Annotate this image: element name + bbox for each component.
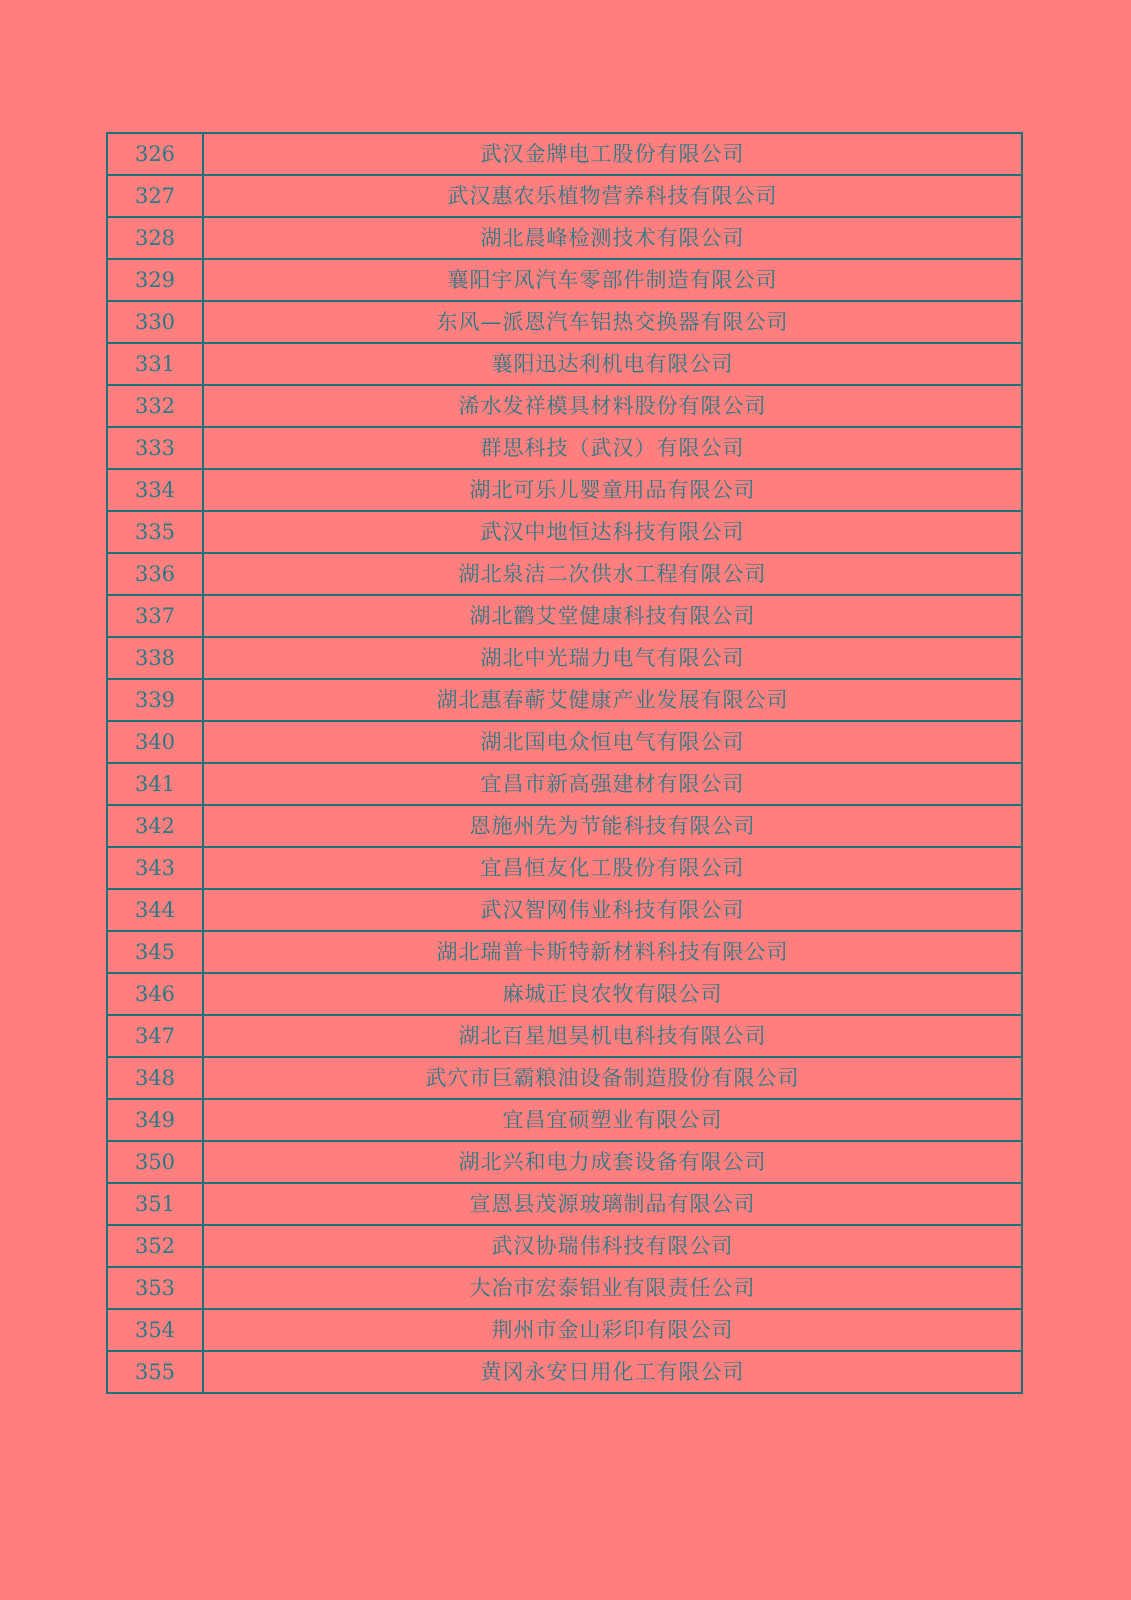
company-name-cell: 宜昌恒友化工股份有限公司 [203, 847, 1022, 889]
table-row [107, 931, 1022, 973]
company-name-cell: 东风—派恩汽车铝热交换器有限公司 [203, 301, 1022, 343]
table-row [107, 889, 1022, 931]
company-name-cell: 浠水发祥模具材料股份有限公司 [203, 385, 1022, 427]
company-name-cell: 麻城正良农牧有限公司 [203, 973, 1022, 1015]
table-row [107, 1141, 1022, 1183]
table-row [107, 343, 1022, 385]
company-name-cell: 武汉协瑞伟科技有限公司 [203, 1225, 1022, 1267]
company-name-cell: 武汉惠农乐植物营养科技有限公司 [203, 175, 1022, 217]
company-name-cell: 宜昌宜硕塑业有限公司 [203, 1099, 1022, 1141]
table-row [107, 301, 1022, 343]
row-number-cell: 354 [107, 1309, 203, 1351]
company-name-cell: 湖北泉洁二次供水工程有限公司 [203, 553, 1022, 595]
row-number-cell: 338 [107, 637, 203, 679]
row-number-cell: 342 [107, 805, 203, 847]
row-number-cell: 351 [107, 1183, 203, 1225]
row-number-cell: 343 [107, 847, 203, 889]
company-name-cell: 荆州市金山彩印有限公司 [203, 1309, 1022, 1351]
row-number-cell: 347 [107, 1015, 203, 1057]
company-name-cell: 黄冈永安日用化工有限公司 [203, 1351, 1022, 1393]
company-name-cell: 宣恩县茂源玻璃制品有限公司 [203, 1183, 1022, 1225]
row-number-cell: 340 [107, 721, 203, 763]
row-number-cell: 327 [107, 175, 203, 217]
table-row [107, 763, 1022, 805]
table-row [107, 175, 1022, 217]
company-name-cell: 湖北瑞普卡斯特新材料科技有限公司 [203, 931, 1022, 973]
table-row [107, 1099, 1022, 1141]
row-number-cell: 348 [107, 1057, 203, 1099]
company-name-cell: 群思科技（武汉）有限公司 [203, 427, 1022, 469]
row-number-cell: 326 [107, 133, 203, 175]
table-row [107, 595, 1022, 637]
company-name-cell: 湖北兴和电力成套设备有限公司 [203, 1141, 1022, 1183]
table-row [107, 427, 1022, 469]
table-row [107, 1309, 1022, 1351]
company-name-cell: 大冶市宏泰铝业有限责任公司 [203, 1267, 1022, 1309]
table-row [107, 385, 1022, 427]
row-number-cell: 344 [107, 889, 203, 931]
table-row [107, 133, 1022, 175]
company-name-cell: 湖北鹳艾堂健康科技有限公司 [203, 595, 1022, 637]
company-name-cell: 湖北中光瑞力电气有限公司 [203, 637, 1022, 679]
table-row [107, 553, 1022, 595]
table-row [107, 1351, 1022, 1393]
table-row [107, 973, 1022, 1015]
company-name-cell: 宜昌市新高强建材有限公司 [203, 763, 1022, 805]
row-number-cell: 336 [107, 553, 203, 595]
row-number-cell: 345 [107, 931, 203, 973]
company-name-cell: 湖北惠春蕲艾健康产业发展有限公司 [203, 679, 1022, 721]
row-number-cell: 332 [107, 385, 203, 427]
table-row [107, 637, 1022, 679]
table-row [107, 1057, 1022, 1099]
company-name-cell: 武汉中地恒达科技有限公司 [203, 511, 1022, 553]
table-row [107, 847, 1022, 889]
table-row [107, 217, 1022, 259]
row-number-cell: 349 [107, 1099, 203, 1141]
table-row [107, 259, 1022, 301]
row-number-cell: 334 [107, 469, 203, 511]
table-body [107, 133, 1022, 1393]
table-row [107, 469, 1022, 511]
company-name-cell: 湖北可乐儿婴童用品有限公司 [203, 469, 1022, 511]
company-name-cell: 武汉金牌电工股份有限公司 [203, 133, 1022, 175]
table-row [107, 1183, 1022, 1225]
row-number-cell: 328 [107, 217, 203, 259]
row-number-cell: 337 [107, 595, 203, 637]
row-number-cell: 333 [107, 427, 203, 469]
table-row [107, 511, 1022, 553]
table-row [107, 805, 1022, 847]
company-name-cell: 恩施州先为节能科技有限公司 [203, 805, 1022, 847]
row-number-cell: 329 [107, 259, 203, 301]
company-name-cell: 武穴市巨霸粮油设备制造股份有限公司 [203, 1057, 1022, 1099]
table-row [107, 1267, 1022, 1309]
row-number-cell: 355 [107, 1351, 203, 1393]
row-number-cell: 352 [107, 1225, 203, 1267]
table-row [107, 1225, 1022, 1267]
company-name-cell: 湖北百星旭昊机电科技有限公司 [203, 1015, 1022, 1057]
company-name-cell: 湖北国电众恒电气有限公司 [203, 721, 1022, 763]
company-name-cell: 襄阳迅达利机电有限公司 [203, 343, 1022, 385]
row-number-cell: 346 [107, 973, 203, 1015]
row-number-cell: 335 [107, 511, 203, 553]
table-row [107, 679, 1022, 721]
row-number-cell: 339 [107, 679, 203, 721]
table-row [107, 1015, 1022, 1057]
company-list-table [106, 132, 1023, 1394]
row-number-cell: 350 [107, 1141, 203, 1183]
company-name-cell: 襄阳宇风汽车零部件制造有限公司 [203, 259, 1022, 301]
row-number-cell: 330 [107, 301, 203, 343]
row-number-cell: 341 [107, 763, 203, 805]
company-name-cell: 武汉智网伟业科技有限公司 [203, 889, 1022, 931]
row-number-cell: 331 [107, 343, 203, 385]
company-name-cell: 湖北晨峰检测技术有限公司 [203, 217, 1022, 259]
table-row [107, 721, 1022, 763]
row-number-cell: 353 [107, 1267, 203, 1309]
